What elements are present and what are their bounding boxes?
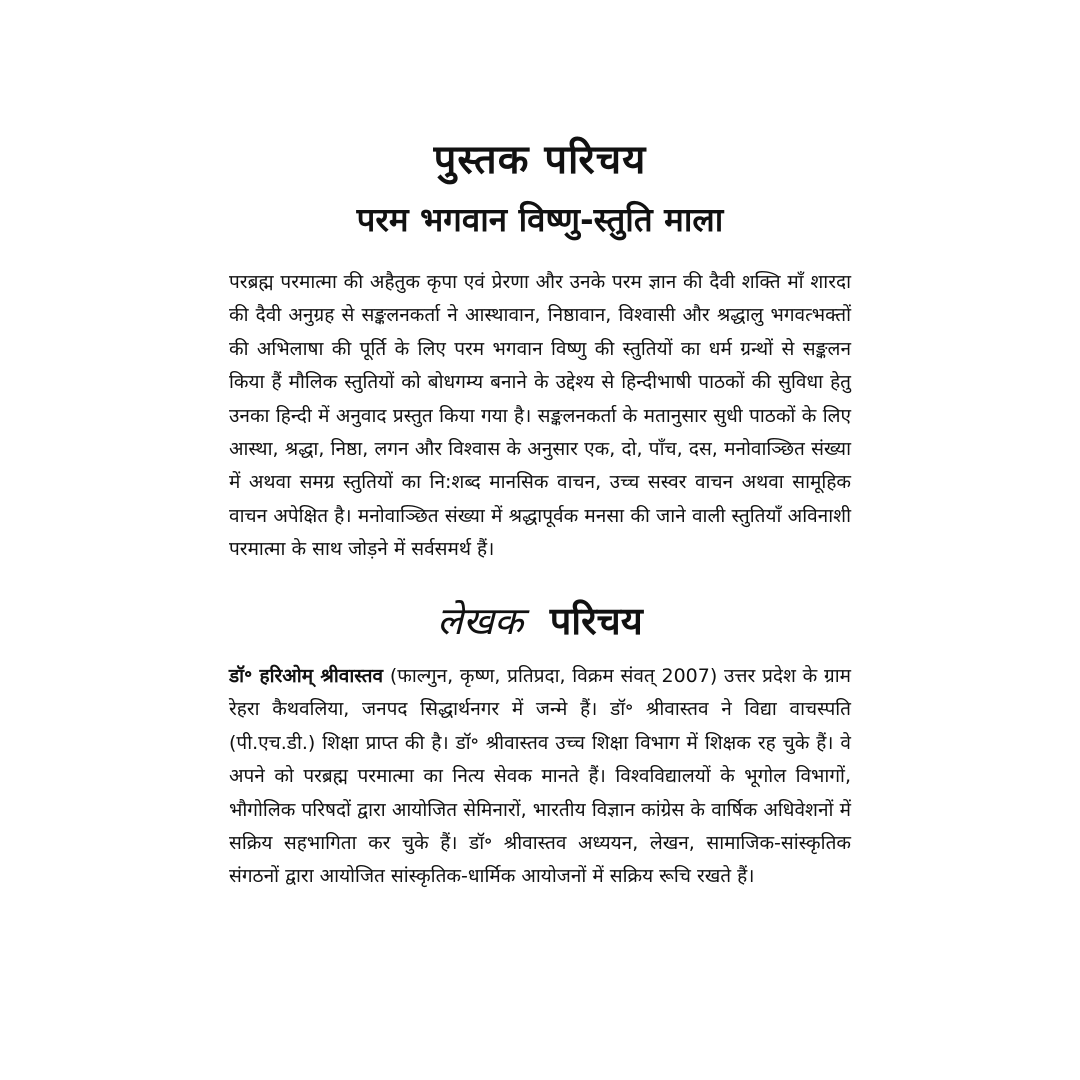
author-intro-heading-word-2: परिचय (549, 599, 643, 643)
author-intro-paragraph (229, 660, 851, 894)
book-title: परम भगवान विष्णु-स्तुति माला (356, 200, 724, 239)
author-bio-text: (फाल्गुन, कृष्ण, प्रतिप्रदा, विक्रम संवत् 2007) उत्तर प्रदेश के ग्राम रेहरा कैथवलिया, जनपद सिद्धार्थनगर में जन्मे हैं। डॉ॰ श्रीवास्तव ने विद्या वाचस्पति (पी.एच.डी.) शिक्षा प्राप्त की है। डॉ॰ श्रीवास्तव उच्च शिक्षा विभाग में शिक्षक रह चुके हैं। वे अपने को परब्रह्म परमात्मा का नित्य सेवक मानते हैं। विश्वविद्यालयों के भूगोल विभागों, भौगोलिक परिषदों द्वारा आयोजित सेमिनारों, भारतीय विज्ञान कांग्रेस के वार्षिक अधिवेशनों में सक्रिय सहभागिता कर चुके हैं। डॉ॰ श्रीवास्तव अध्ययन, लेखन, सामाजिक-सांस्कृतिक संगठनों द्वारा आयोजित सांस्कृतिक-धार्मिक आयोजनों में सक्रिय रूचि रखते हैं। (229, 665, 851, 888)
author-intro-heading-word-1: लेखक (437, 599, 524, 643)
book-intro-paragraph: परब्रह्म परमात्मा की अहैतुक कृपा एवं प्रेरणा और उनके परम ज्ञान की दैवी शक्ति माँ शारदा की दैवी अनुग्रह से सङ्कलनकर्ता ने आस्थावान, निष्ठावान, विश्वासी और श्रद्धालु भगवत्भक्तों की अभिलाषा की पूर्ति के लिए परम भगवान विष्णु की स्तुतियों का धर्म ग्रन्थों से सङ्कलन किया हैं मौलिक स्तुतियों को बोधगम्य बनाने के उद्देश्य से हिन्दीभाषी पाठकों की सुविधा हेतु उनका हिन्दी में अनुवाद प्रस्तुत किया गया है। सङ्कलनकर्ता के मतानुसार सुधी पाठकों के लिए आस्था, श्रद्धा, निष्ठा, लगन और विश्वास के अनुसार एक, दो, पाँच, दस, मनोवाञ्छित संख्या में अथवा समग्र स्तुतियों का नि:शब्द मानसिक वाचन, उच्च सस्वर वाचन अथवा सामूहिक वाचन अपेक्षित है। मनोवाञ्छित संख्या में श्रद्धापूर्वक मनसा की जाने वाली स्तुतियाँ अविनाशी परमात्मा के साथ जोड़ने में सर्वसमर्थ हैं। (229, 271, 851, 561)
author-intro-heading (0, 594, 1080, 648)
book-intro-heading: पुस्तक परिचय (433, 137, 647, 183)
author-name: डॉ॰ हरिओम् श्रीवास्तव (229, 665, 384, 687)
